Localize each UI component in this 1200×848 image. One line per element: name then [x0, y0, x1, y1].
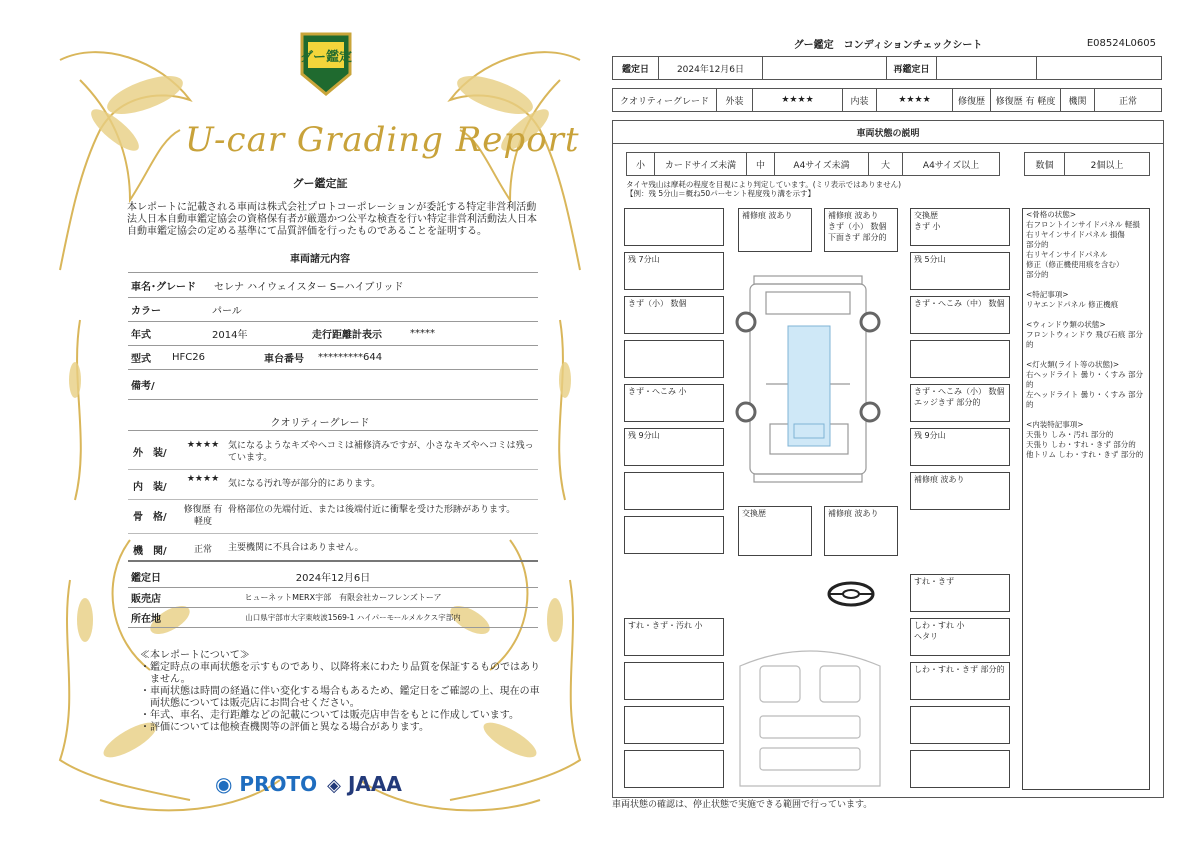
- engine-value: 正常: [193, 545, 212, 555]
- spec-row-name: [128, 272, 538, 298]
- tire-note-line2: 【例：残 5分山＝概ね50パーセント程度残り溝を示す】: [626, 189, 816, 198]
- box-seat-right-2: しわ・すれ・きず 部分的: [910, 662, 1010, 700]
- model-value: HFC26: [172, 352, 205, 363]
- size-l: 大: [869, 153, 903, 175]
- grading-report-certificate: [40, 20, 600, 840]
- box-seat-right: しわ・すれ 小 ヘタリ: [910, 618, 1010, 656]
- quality-label: クオリティーグレード: [613, 89, 717, 111]
- cond-title-row: [612, 120, 1164, 144]
- frame-value: 修復歴 有 軽度: [183, 505, 223, 527]
- year-value: 2014年: [212, 330, 248, 341]
- steering-wheel-icon: [826, 581, 876, 607]
- quality-row-frame: [128, 500, 538, 534]
- engine-value: 正常: [1118, 96, 1137, 107]
- quality-row-exterior: [128, 436, 538, 470]
- date-label: 鑑定日: [131, 573, 161, 584]
- box-right-2: きず・へこみ（中） 数個: [910, 296, 1010, 334]
- date-value: 2024年12月6日: [295, 573, 371, 584]
- note-item: ・鑑定時点の車両状態を示すものであり、以降将来にわたり品質を保証するものではありません。: [140, 662, 540, 685]
- date-row: [612, 56, 1162, 80]
- reinspect-date-label: 再鑑定日: [887, 57, 937, 79]
- proto-mark-icon: ◉: [215, 772, 233, 796]
- spec-row-remarks: [128, 370, 538, 400]
- report-title: U-car Grading Report: [185, 120, 580, 160]
- box-interior-l2: [624, 662, 724, 700]
- dealer-value: ヒューネットMERX宇部 有限会社カーフレンズトーア: [244, 593, 442, 602]
- mileage-label: 走行距離計表示: [312, 330, 382, 341]
- frame-desc: 骨格部位の先端付近、または後端付近に衝撃を受けた形跡があります。: [228, 505, 516, 515]
- int-label: 内装: [843, 89, 877, 111]
- note-item: ・車両状態は時間の経過に伴い変化する場合もあるため、鑑定日をご確認の上、現在の車両状態については販売店にお問合せください。: [140, 686, 540, 709]
- logos: [215, 772, 402, 796]
- proto-logo-text: PROTO: [239, 772, 318, 796]
- box-rear-center: 補修痕 波あり: [824, 506, 898, 556]
- report-notes: [140, 650, 540, 734]
- info-row-address: [128, 608, 538, 628]
- color-value: パール: [212, 306, 242, 317]
- certificate-title: グー鑑定証: [292, 177, 348, 190]
- box-left-3: [624, 340, 724, 378]
- year-label: 年式: [131, 330, 151, 341]
- info-row-dealer: [128, 588, 538, 608]
- name-label: 車名･グレード: [131, 281, 196, 293]
- box-front-right: 交換歴 きず 小: [910, 208, 1010, 246]
- jaaa-logo-text: JAAA: [347, 772, 402, 796]
- quality-row-engine: [128, 534, 538, 562]
- spec-row-color: [128, 298, 538, 322]
- exterior-desc: 気になるようなキズやヘコミは補修済みですが、小さなキズやヘコミは残っています。: [228, 441, 534, 463]
- goo-kantei-badge-icon: [298, 30, 354, 100]
- spec-row-year: [128, 322, 538, 346]
- grade-row: [612, 88, 1162, 112]
- address-label: 所在地: [131, 614, 161, 625]
- notes-title: ≪本レポートについて≫: [140, 650, 250, 661]
- quality-row-interior: [128, 470, 538, 500]
- ext-label: 外装: [717, 89, 753, 111]
- inspect-date-value: 2024年12月6日: [659, 57, 763, 79]
- quality-top-rule: [128, 430, 538, 431]
- model-label: 型式: [131, 354, 151, 365]
- dealer-label: 販売店: [131, 594, 161, 605]
- proto-logo: [215, 772, 317, 796]
- chassis-label: 車台番号: [264, 354, 304, 365]
- car-top-view-diagram: [730, 264, 890, 494]
- document-number: E08524L0605: [1086, 38, 1156, 49]
- mileage-value: *****: [410, 328, 435, 339]
- box-tire-rear-right: 残 9分山: [910, 428, 1010, 466]
- box-seat-left: すれ・きず・汚れ 小: [624, 618, 724, 656]
- chassis-value: *********644: [318, 352, 383, 363]
- size-s: 小: [627, 153, 655, 175]
- size-l-desc: A4サイズ以上: [922, 160, 980, 171]
- blank-cell: [763, 57, 887, 79]
- reinspect-date-value: [937, 57, 1037, 79]
- size-s-desc: カードサイズ未満: [655, 153, 747, 175]
- box-rear-mid-left: 交換歴: [738, 506, 812, 556]
- interior-label: 内 装/: [133, 482, 167, 493]
- box-front-left: [624, 208, 724, 246]
- color-label: カラー: [131, 306, 161, 317]
- remarks-label: 備考/: [131, 381, 155, 392]
- box-left-2: きず（小） 数個: [624, 296, 724, 334]
- quality-section-title: クオリティーグレード: [270, 418, 370, 429]
- inspect-date-label: 鑑定日: [613, 57, 659, 79]
- box-right-3: [910, 340, 1010, 378]
- box-left-6: [624, 516, 724, 554]
- spec-section-title: 車両諸元内容: [290, 254, 350, 265]
- int-value: ★★★★: [877, 89, 953, 111]
- interior-desc: 気になる汚れ等が部分的にあります。: [228, 479, 381, 489]
- jaaa-logo: [327, 772, 402, 796]
- certificate-text: 本レポートに記載される車両は株式会社プロトコーポレーションが委託する特定非営利活動法人日本自動車鑑定協会の資格保有者が厳選かつ公平な検査を行い特定非営利活動法人日本自動車鑑定協会の定める基準にて品質評価を行ったものであることを証明する。: [127, 202, 537, 237]
- engine-label: 機関: [1061, 89, 1095, 111]
- address-value: 山口県宇部市大字東岐波1569-1 ハイパーモールメルクス宇部内: [245, 613, 461, 622]
- engine-desc: 主要機関に不具合はありません。: [228, 543, 364, 553]
- spec-row-model: [128, 346, 538, 370]
- tire-note-line1: タイヤ残山は摩耗の程度を目視により判定しています。(ミリ表示ではありません): [626, 180, 902, 189]
- repair-label: 修復歴: [953, 89, 991, 111]
- ext-value: ★★★★: [753, 89, 843, 111]
- box-right-4: きず・へこみ（小） 数個 エッジきず 部分的: [910, 384, 1010, 422]
- name-value: セレナ ハイウェイスター S−ハイブリッド: [214, 281, 404, 293]
- count-legend: [1024, 152, 1150, 176]
- blank-cell: [1037, 57, 1161, 79]
- sheet-footer: 車両状態の確認は、停止状態で実施できる範囲で行っています。: [612, 800, 873, 810]
- box-tire-front-left: 残 7分山: [624, 252, 724, 290]
- engine-label: 機 関/: [133, 546, 167, 557]
- count-label: 数個: [1025, 153, 1065, 175]
- box-left-4: きず・へこみ 小: [624, 384, 724, 422]
- box-left-5: [624, 472, 724, 510]
- car-interior-diagram: [730, 636, 890, 796]
- cond-title: 車両状態の説明: [856, 128, 920, 139]
- box-tire-rear-left: 残 9分山: [624, 428, 724, 466]
- box-front-mid-left: 補修痕 波あり: [738, 208, 812, 252]
- count-desc: 2個以上: [1090, 160, 1124, 171]
- exterior-stars: ★★★★: [186, 440, 220, 450]
- box-steering: すれ・きず: [910, 574, 1010, 612]
- frame-label: 骨 格/: [133, 512, 167, 523]
- condition-check-sheet: [612, 36, 1164, 806]
- condition-notes-panel: <骨格の状態> 右フロントインサイドパネル 軽損 右リヤインサイドパネル 損傷 部分的 右リヤインサイドパネル 修正（修正機使用痕を含む） 部分的 <特記事項> リヤエンドパネル 修正機痕 <ウィンドウ類の状態> フロントウィンドウ 飛び石痕 部分的 <灯火類(ライト等の状態)> 右ヘッドライト 曇り・くすみ 部分的 左ヘッドライト 曇り・くすみ 部分的 <内装特記事項> 天張り しみ・汚れ 部分的 天張り しわ・すれ・きず 部分的 他トリム しわ・すれ・きず 部分的: [1022, 208, 1150, 790]
- note-item: ・年式、車名、走行距離などの記載については販売店申告をもとに作成しています。: [140, 710, 519, 721]
- jaaa-mark-icon: ◈: [327, 775, 341, 796]
- size-m-desc: A4サイズ未満: [775, 153, 869, 175]
- box-interior-r3: [910, 706, 1010, 744]
- interior-stars: ★★★★: [186, 474, 220, 484]
- box-tire-front-right: 残 5分山: [910, 252, 1010, 290]
- info-row-date: [128, 566, 538, 588]
- box-interior-l3: [624, 706, 724, 744]
- note-item: ・評価については他検査機関等の評価と異なる場合があります。: [140, 722, 429, 733]
- sheet-header: グー鑑定 コンディションチェックシート: [793, 40, 983, 51]
- box-front-center: 補修痕 波あり きず（小） 数個 下面きず 部分的: [824, 208, 898, 252]
- box-right-5: 補修痕 波あり: [910, 472, 1010, 510]
- tire-note: [626, 180, 1006, 198]
- repair-value: 修復歴 有 軽度: [991, 89, 1061, 111]
- badge-text: グー鑑定: [299, 50, 353, 65]
- box-interior-l4: [624, 750, 724, 788]
- box-interior-r4: [910, 750, 1010, 788]
- exterior-label: 外 装/: [133, 448, 167, 459]
- size-m: 中: [747, 153, 775, 175]
- size-legend: [626, 152, 1000, 176]
